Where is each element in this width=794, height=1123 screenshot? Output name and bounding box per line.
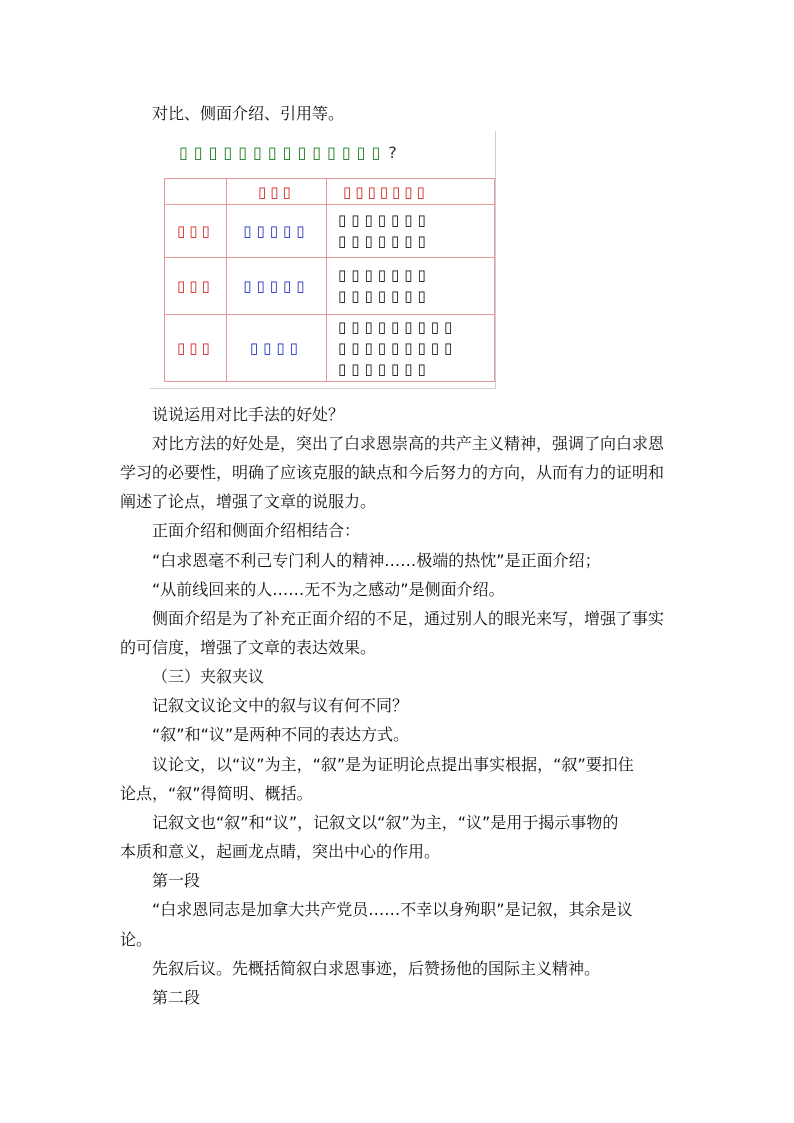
row-label: ▯▯▯: [165, 315, 227, 382]
paragraph-line: 侧面介绍是为了补充正面介绍的不足，通过别人的眼光来写，增强了事实: [152, 609, 665, 628]
row-label: ▯▯▯: [165, 258, 227, 315]
paragraph-line: 论。: [120, 930, 153, 949]
description-line: ▯▯▯▯▯▯▯: [337, 287, 431, 305]
row-description: [326, 315, 494, 382]
paragraph-line: 对比方法的好处是，突出了白求恩崇高的共产主义精神，强调了向白求恩: [152, 434, 665, 453]
paragraph-line: “从前线回来的人……无不为之感动”是侧面介绍。: [152, 580, 505, 599]
row-description: [326, 258, 494, 315]
paragraph-line: 先叙后议。先概括简叙白求恩事迹，后赞扬他的国际主义精神。: [152, 959, 601, 978]
paragraph-line: “白求恩同志是加拿大共产党员……不幸以身殉职”是记叙，其余是议: [152, 900, 633, 919]
table-row: [165, 315, 495, 382]
paragraph-line: 对比、侧面介绍、引用等。: [152, 104, 345, 123]
section-label: 第一段: [152, 871, 201, 890]
paragraph-line: 本质和意义，起画龙点睛，突出中心的作用。: [120, 842, 441, 861]
header-cell-empty: [165, 179, 227, 205]
header-cell-2: ▯▯▯: [226, 179, 326, 205]
row-subject: ▯▯▯▯: [226, 315, 326, 382]
paragraph-line: 论点，“叙”得简明、概括。: [120, 784, 313, 803]
description-line: ▯▯▯▯▯▯▯▯▯: [337, 338, 458, 357]
paragraph-line: 正面介绍和侧面介绍相结合：: [152, 521, 361, 540]
figure-title: [179, 143, 397, 162]
paragraph-line: 议论文，以“议”为主，“叙”是为证明论点提出事实根据，“叙”要扣住: [152, 755, 634, 774]
paragraph-line: 说说运用对比手法的好处？: [152, 405, 345, 424]
row-description: [326, 205, 494, 258]
section-label: 第二段: [152, 988, 201, 1007]
figure-title-text: ▯▯▯▯▯▯▯▯▯▯▯▯▯▯: [179, 143, 387, 162]
paragraph-line: 的可信度，增强了文章的表达效果。: [120, 638, 377, 657]
paragraph-line: 学习的必要性，明确了应该克服的缺点和今后努力的方向，从而有力的证明和: [120, 463, 665, 482]
figure-title-question-mark: ?: [388, 143, 397, 162]
row-subject: ▯▯▯▯▯: [226, 258, 326, 315]
paragraph-line: 记叙文议论文中的叙与议有何不同？: [152, 696, 409, 715]
section-heading: （三）夹叙夹议: [152, 667, 265, 686]
paragraph-line: “叙”和“议”是两种不同的表达方式。: [152, 725, 410, 744]
table-row: [165, 205, 495, 258]
description-line: ▯▯▯▯▯▯▯▯▯: [337, 317, 458, 336]
table-header-row: [165, 179, 495, 205]
description-line: ▯▯▯▯▯▯▯: [337, 211, 431, 229]
comparison-table: [164, 178, 495, 382]
description-line: ▯▯▯▯▯▯▯: [337, 232, 431, 250]
paragraph-line: 阐述了论点，增强了文章的说服力。: [120, 492, 377, 511]
comparison-figure: [150, 131, 496, 389]
paragraph-line: “白求恩毫不利己专门利人的精神……极端的热忱”是正面介绍；: [152, 551, 601, 570]
description-line: ▯▯▯▯▯▯▯: [337, 266, 431, 284]
table-row: [165, 258, 495, 315]
row-subject: ▯▯▯▯▯: [226, 205, 326, 258]
paragraph-line: 记叙文也“叙”和“议”，记叙文以“叙”为主，“议”是用于揭示事物的: [152, 813, 619, 832]
row-label: ▯▯▯: [165, 205, 227, 258]
description-line: ▯▯▯▯▯▯▯: [337, 359, 431, 378]
header-cell-3: ▯▯▯▯▯▯▯: [326, 179, 494, 205]
